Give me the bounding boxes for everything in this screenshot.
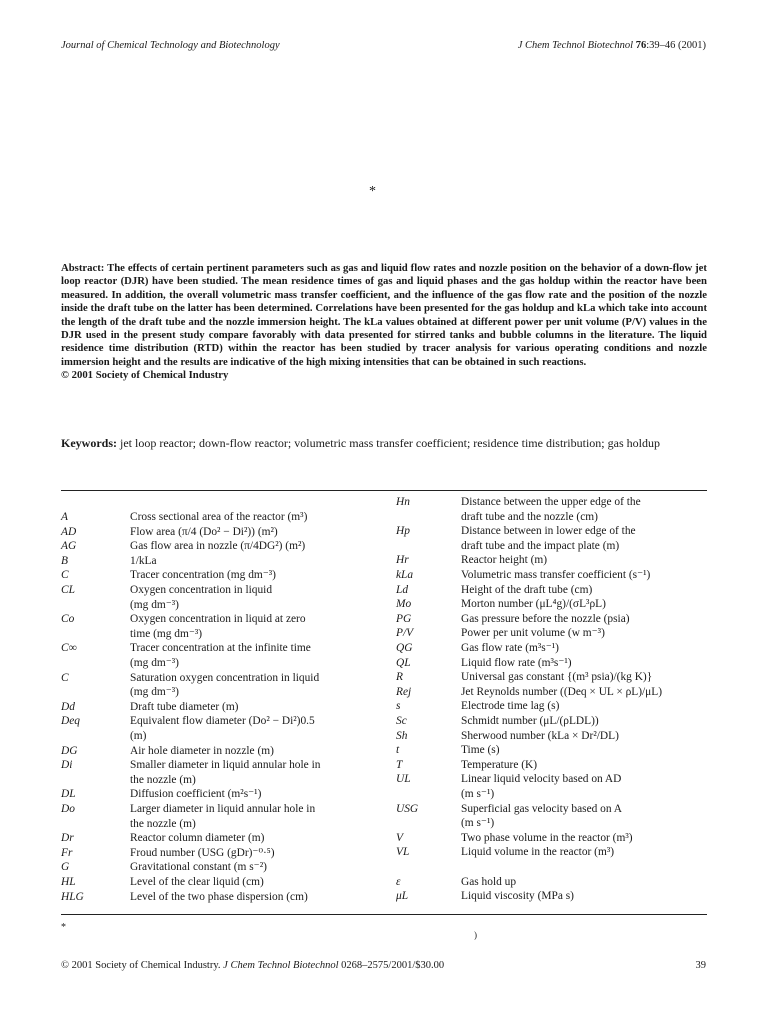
nomenclature-definition: Air hole diameter in nozzle (m) xyxy=(130,744,274,757)
nomenclature-definition: Froud number (USG (gDr)⁻⁰·⁵) xyxy=(130,846,275,859)
nomenclature-symbol: DG xyxy=(61,744,78,757)
nomenclature-definition: Temperature (K) xyxy=(461,758,538,771)
nomenclature-definition: the nozzle (m) xyxy=(130,773,196,786)
nomenclature-symbol: C∞ xyxy=(61,642,77,655)
nomenclature-symbol: AG xyxy=(61,540,77,553)
nomenclature-symbol: HL xyxy=(61,876,76,888)
nomenclature-definition: Diffusion coefficient (m²s⁻¹) xyxy=(130,788,262,801)
nomenclature-definition: Gravitational constant (m s⁻²) xyxy=(130,861,267,874)
nomenclature-definition: Electrode time lag (s) xyxy=(461,700,560,713)
nomenclature-definition: Tracer concentration at the infinite time xyxy=(130,642,311,655)
nomenclature-symbol: G xyxy=(61,861,70,874)
nomenclature-symbol: Co xyxy=(61,613,75,626)
nomenclature-symbol: Sc xyxy=(396,715,407,727)
citation-pages: :39–46 (2001) xyxy=(646,40,706,51)
nomenclature-definition: (m s⁻¹) xyxy=(461,788,495,800)
keywords-text: jet loop reactor; down-flow reactor; volumetric mass transfer coefficient; residence time distribution; gas holdup xyxy=(120,436,660,450)
nomenclature-symbol: t xyxy=(396,744,400,757)
page-footer xyxy=(61,960,444,971)
abstract xyxy=(61,262,707,383)
nomenclature-definition: Sherwood number (kLa × Dr²/DL) xyxy=(461,729,619,742)
nomenclature-definition: Volumetric mass transfer coefficient (s⁻¹) xyxy=(461,569,651,581)
nomenclature-definition: Time (s) xyxy=(461,744,500,757)
nomenclature-symbol: Deq xyxy=(61,715,80,728)
nomenclature-definition: Schmidt number (μL/(ρLDL)) xyxy=(461,715,599,727)
nomenclature-symbol: C xyxy=(61,569,69,582)
nomenclature-definition: Larger diameter in liquid annular hole in xyxy=(130,803,316,815)
title-marker: * xyxy=(369,184,376,199)
nomenclature-symbol: Dd xyxy=(61,700,75,713)
nomenclature-symbol: QL xyxy=(396,656,411,669)
nomenclature-definition: Liquid viscosity (MPa s) xyxy=(461,890,574,903)
nomenclature-symbol: AD xyxy=(61,525,77,538)
nomenclature-definition: Saturation oxygen concentration in liquid xyxy=(130,671,320,684)
abstract-text: Abstract: The effects of certain pertinent parameters such as gas and liquid flow rates and nozzle position on the behavior of a down-flow jet loop reactor (DJR) have been studied. The mean residence times of gas and liquid phases and the gas holdup within the reactor have been measured. In addition, the overall volumetric mass transfer coefficient, and the influence of the gas flow rate and the position of the nozzle inside the draft tube on the latter has been determined. Correlations have been presented for the gas holdup and kLa which take into account the length of the draft tube and the nozzle immersion height. The kLa values obtained at different power per unit volume (P/V) values in the DJR used in the present study compare favorably with data presented for stirred tanks and bubble columns in the literature. The liquid residence time distribution (RTD) within the reactor has been studied by tracer analysis for various operating conditions and nozzle immersion height and the results are indicative of the high mixing intensities that can be obtained in such reactions. xyxy=(61,262,707,368)
citation-volume: 76 xyxy=(635,40,647,51)
nomenclature-symbol: USG xyxy=(396,802,419,815)
nomenclature-definition: (m s⁻¹) xyxy=(461,817,495,830)
nomenclature-definition: Liquid volume in the reactor (m³) xyxy=(461,846,615,859)
nomenclature-symbol: VL xyxy=(396,846,410,859)
nomenclature-symbol: μL xyxy=(396,890,409,903)
footer-issn: 0268–2575/2001/$30.00 xyxy=(341,960,445,971)
citation xyxy=(518,40,706,51)
nomenclature-definition: Gas pressure before the nozzle (psia) xyxy=(461,612,630,625)
nomenclature-definition: Gas hold up xyxy=(461,875,517,888)
nomenclature-definition: Morton number (μL⁴g)/(σL³ρL) xyxy=(461,598,606,611)
nomenclature-definition: Universal gas constant {(m³ psia)/(kg K)} xyxy=(461,671,653,684)
nomenclature-symbol: Fr xyxy=(61,846,73,859)
nomenclature-symbol: QG xyxy=(396,642,413,654)
nomenclature-symbol: Hr xyxy=(396,554,409,567)
nomenclature-definition: Gas flow area in nozzle (π/4DG²) (m²) xyxy=(130,540,306,553)
nomenclature-symbol: Rej xyxy=(396,685,412,698)
nomenclature-symbol: Ld xyxy=(396,583,409,596)
nomenclature-symbol: Hn xyxy=(396,496,410,508)
page-number: 39 xyxy=(695,960,706,971)
nomenclature-definition: Two phase volume in the reactor (m³) xyxy=(461,831,633,844)
nomenclature-definition: Flow area (π/4 (Do² − Di²)) (m²) xyxy=(130,525,278,538)
keywords xyxy=(61,436,707,451)
nomenclature-definition: Tracer concentration (mg dm⁻³) xyxy=(130,569,276,582)
nomenclature-definition: time (mg dm⁻³) xyxy=(130,627,203,640)
nomenclature-right-column xyxy=(396,495,707,910)
nomenclature-definition: Distance between in lower edge of the xyxy=(461,525,636,538)
nomenclature-definition: Liquid flow rate (m³s⁻¹) xyxy=(461,656,572,669)
nomenclature-definition: Reactor height (m) xyxy=(461,554,548,567)
nomenclature-definition: (mg dm⁻³) xyxy=(130,657,179,669)
nomenclature-left-column xyxy=(61,510,371,910)
nomenclature-definition: Oxygen concentration in liquid at zero xyxy=(130,613,306,626)
footnote-marker: * xyxy=(61,922,66,933)
nomenclature-symbol: Mo xyxy=(396,598,412,611)
nomenclature-symbol: Di xyxy=(61,759,73,772)
journal-name: Journal of Chemical Technology and Biotechnology xyxy=(61,40,280,51)
nomenclature-symbol: C xyxy=(61,671,69,684)
nomenclature-definition: Equivalent flow diameter (Do² − Di²)0.5 xyxy=(130,715,315,728)
nomenclature-definition: Linear liquid velocity based on AD xyxy=(461,773,622,786)
footer-copyright: © 2001 Society of Chemical Industry. xyxy=(61,960,221,971)
nomenclature-definition: Superficial gas velocity based on A xyxy=(461,802,623,815)
nomenclature-definition: (mg dm⁻³) xyxy=(130,686,179,699)
nomenclature-symbol: R xyxy=(396,671,403,684)
nomenclature-definition: Distance between the upper edge of the xyxy=(461,496,641,508)
nomenclature-definition: 1/kLa xyxy=(130,554,157,567)
abstract-copyright: © 2001 Society of Chemical Industry xyxy=(61,369,229,382)
nomenclature-definition: Draft tube diameter (m) xyxy=(130,700,239,713)
nomenclature-definition: Height of the draft tube (cm) xyxy=(461,583,593,596)
nomenclature-symbol: ε xyxy=(396,875,401,888)
nomenclature-definition: Reactor column diameter (m) xyxy=(130,832,265,845)
citation-journal: J Chem Technol Biotechnol xyxy=(517,40,634,51)
nomenclature-definition: Level of the two phase dispersion (cm) xyxy=(130,890,308,903)
nomenclature-symbol: Do xyxy=(61,803,75,815)
nomenclature-definition: Oxygen concentration in liquid xyxy=(130,584,273,596)
footnote-paren: ) xyxy=(474,930,477,940)
nomenclature-symbol: s xyxy=(396,700,401,713)
nomenclature-definition: Smaller diameter in liquid annular hole in xyxy=(130,759,321,772)
nomenclature-top-rule xyxy=(61,490,707,491)
nomenclature-symbol: A xyxy=(61,511,68,523)
nomenclature-definition: Cross sectional area of the reactor (m³) xyxy=(130,511,308,523)
nomenclature-symbol: V xyxy=(396,831,403,844)
nomenclature-symbol: UL xyxy=(396,773,411,786)
nomenclature-symbol: P/V xyxy=(396,627,414,640)
nomenclature-definition: Power per unit volume (w m⁻³) xyxy=(461,627,605,640)
nomenclature-symbol: Hp xyxy=(396,525,410,538)
nomenclature-symbol: HLG xyxy=(61,890,84,903)
keywords-label: Keywords: xyxy=(61,436,117,450)
nomenclature-symbol: T xyxy=(396,758,403,771)
nomenclature-definition: Jet Reynolds number ((Deq × UL × ρL)/μL) xyxy=(461,685,663,698)
nomenclature-symbol: Dr xyxy=(61,832,74,845)
footer-journal: J Chem Technol Biotechnol xyxy=(223,960,339,971)
nomenclature-symbol: PG xyxy=(396,612,412,625)
nomenclature-definition: draft tube and the impact plate (m) xyxy=(461,539,620,552)
nomenclature-symbol: kLa xyxy=(396,569,414,581)
nomenclature-definition: the nozzle (m) xyxy=(130,817,196,830)
nomenclature-bottom-rule xyxy=(61,914,707,915)
nomenclature-symbol: DL xyxy=(61,788,76,801)
nomenclature-definition: (m) xyxy=(130,730,147,742)
nomenclature-definition: draft tube and the nozzle (cm) xyxy=(461,510,598,523)
nomenclature-definition: (mg dm⁻³) xyxy=(130,598,179,611)
nomenclature-symbol: CL xyxy=(61,584,75,596)
nomenclature-symbol: Sh xyxy=(396,729,408,742)
nomenclature-definition: Gas flow rate (m³s⁻¹) xyxy=(461,642,559,654)
nomenclature-symbol: B xyxy=(61,554,68,567)
nomenclature-definition: Level of the clear liquid (cm) xyxy=(130,876,264,888)
